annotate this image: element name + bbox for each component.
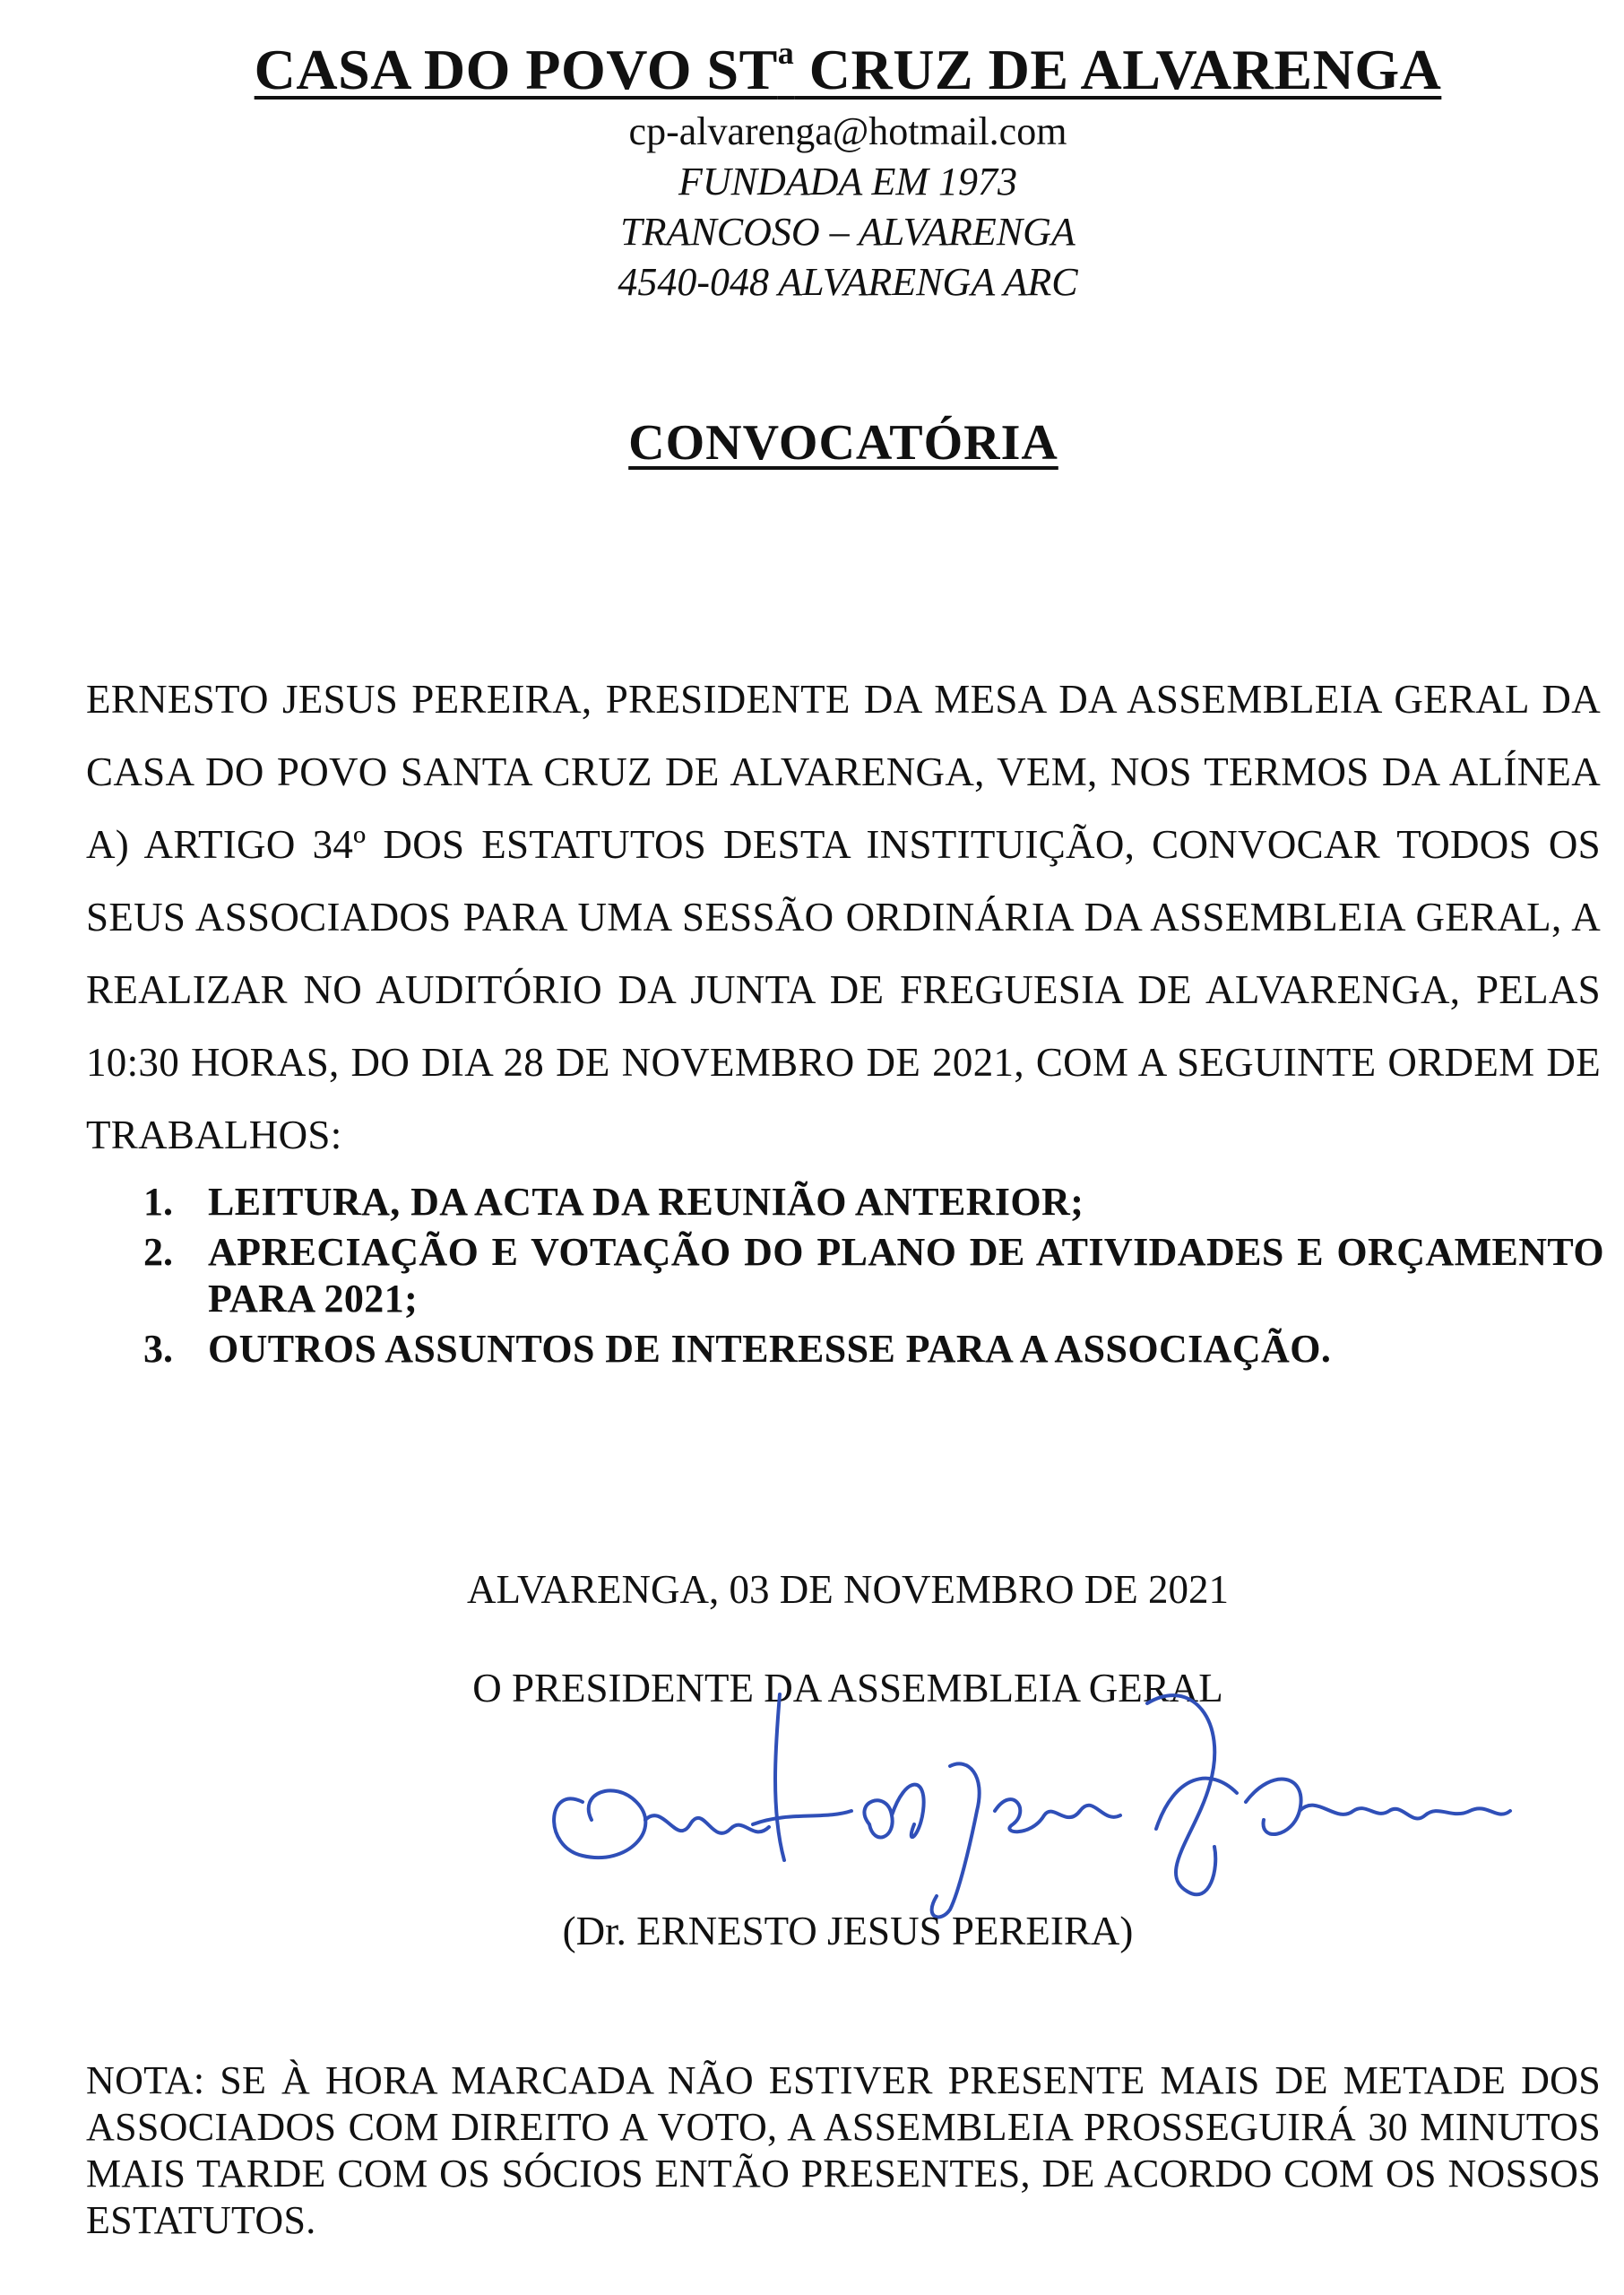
agenda-item-number: 1. <box>143 1180 173 1224</box>
letterhead <box>0 16 1624 307</box>
agenda-item-text: LEITURA, DA ACTA DA REUNIÃO ANTERIOR; <box>208 1180 1084 1224</box>
organization-location: TRANCOSO – ALVARENGA <box>620 210 1075 254</box>
president-title: O PRESIDENTE DA ASSEMBLEIA GERAL <box>472 1666 1223 1710</box>
organization-email: cp-alvarenga@hotmail.com <box>628 109 1067 153</box>
agenda-item-number: 3. <box>143 1327 173 1371</box>
agenda-item <box>143 1229 1604 1322</box>
agenda-item <box>143 1326 1604 1373</box>
handwritten-signature <box>529 1667 1524 1936</box>
agenda-list <box>143 1179 1604 1376</box>
agenda-item-text: APRECIAÇÃO E VOTAÇÃO DO PLANO DE ATIVIDADES E ORÇAMENTO PARA 2021; <box>208 1230 1604 1321</box>
founded-year: FUNDADA EM 1973 <box>678 160 1018 204</box>
agenda-item <box>143 1179 1604 1225</box>
footnote: NOTA: SE À HORA MARCADA NÃO ESTIVER PRESENTE MAIS DE METADE DOS ASSOCIADOS COM DIREITO A VOTO, A ASSEMBLEIA PROSSEGUIRÁ 30 MINUTOS MAIS TARDE COM OS SÓCIOS ENTÃO PRESENTES, DE ACORDO COM OS NOSSOS ESTATUTOS. <box>86 2058 1601 2242</box>
document-title: CONVOCATÓRIA <box>628 415 1058 471</box>
document-date: ALVARENGA, 03 DE NOVEMBRO DE 2021 <box>466 1567 1230 1612</box>
signer-name: (Dr. ERNESTO JESUS PEREIRA) <box>562 1909 1134 1953</box>
agenda-item-text: OUTROS ASSUNTOS DE INTERESSE PARA A ASSOCIAÇÃO. <box>208 1327 1332 1371</box>
postal-address: 4540-048 ALVARENGA ARC <box>618 260 1078 304</box>
organization-name: CASA DO POVO $ST^a$ CRUZ DE ALVARENGA <box>254 35 1442 101</box>
convocation-body: ERNESTO JESUS PEREIRA, PRESIDENTE DA MESA DA ASSEMBLEIA GERAL DA CASA DO POVO SANTA CRUZ DE ALVARENGA, VEM, NOS TERMOS DA ALÍNEA A) ARTIGO 34º DOS ESTATUTOS DESTA INSTITUIÇÃO, CONVOCAR TODOS OS SEUS ASSOCIADOS PARA UMA SESSÃO ORDINÁRIA DA ASSEMBLEIA GERAL, A REALIZAR NO AUDITÓRIO DA JUNTA DE FREGUESIA DE ALVARENGA, PELAS 10:30 HORAS, DO DIA 28 DE NOVEMBRO DE 2021, COM A SEGUINTE ORDEM DE TRABALHOS: <box>86 677 1601 1157</box>
agenda-item-number: 2. <box>143 1230 173 1274</box>
